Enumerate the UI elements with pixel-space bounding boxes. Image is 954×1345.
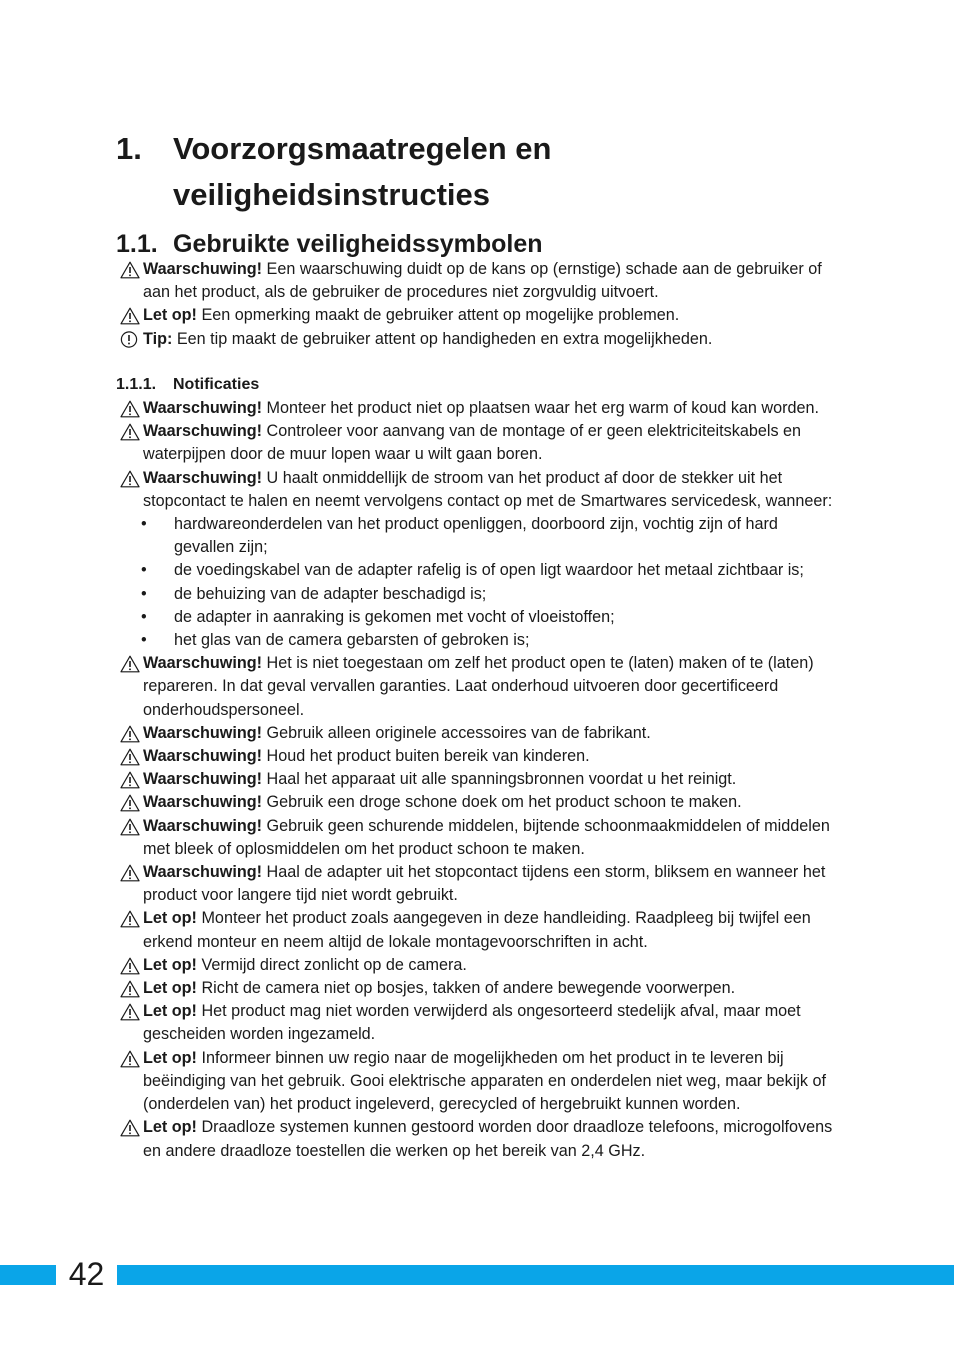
notice-label: Waarschuwing! bbox=[143, 793, 263, 812]
notice-item bbox=[120, 861, 840, 907]
notice-text: U haalt onmiddellijk de stroom van het product af door de stekker uit het stopcontact te halen en neemt vervolgens contact op met de Smartwares servicedesk, wanneer: bbox=[143, 468, 833, 510]
notice-item bbox=[120, 1116, 840, 1162]
subsection-number: 1.1.1. bbox=[116, 376, 157, 393]
warning-triangle-icon bbox=[120, 725, 140, 743]
warning-triangle-icon bbox=[120, 1003, 140, 1021]
warning-triangle-icon bbox=[120, 1119, 140, 1137]
notice-label: Waarschuwing! bbox=[143, 770, 263, 789]
symbol-warning bbox=[120, 258, 840, 304]
symbol-label: Tip: bbox=[143, 329, 173, 348]
notice-text: Haal de adapter uit het stopcontact tijdens een storm, bliksem en wanneer het product voor langere tijd niet wordt gebruikt. bbox=[143, 863, 826, 905]
notice-text: Gebruik een droge schone doek om het product schoon te maken. bbox=[266, 793, 742, 812]
notice-item bbox=[120, 768, 840, 791]
notice-label: Waarschuwing! bbox=[143, 863, 263, 882]
list-item bbox=[120, 559, 840, 582]
warning-triangle-icon bbox=[120, 470, 140, 488]
notices-list bbox=[120, 397, 840, 1163]
bullet-dot: • bbox=[141, 631, 147, 650]
notice-item bbox=[120, 1047, 840, 1117]
notice-label: Waarschuwing! bbox=[143, 723, 263, 742]
list-item bbox=[120, 629, 840, 652]
list-item-text: de voedingskabel van de adapter rafelig is of open ligt waardoor het metaal zichtbaar is; bbox=[174, 561, 804, 580]
notice-text: Houd het product buiten bereik van kinderen. bbox=[266, 747, 590, 766]
warning-triangle-icon bbox=[120, 980, 140, 998]
info-circle-icon bbox=[120, 331, 140, 349]
notice-text: Draadloze systemen kunnen gestoord worden door draadloze telefoons, microgolfovens en andere draadloze toestellen die werken op het bereik van 2,4 GHz. bbox=[143, 1118, 833, 1160]
notice-text: Monteer het product niet op plaatsen waar het erg warm of koud kan worden. bbox=[266, 399, 820, 417]
notice-label: Let op! bbox=[143, 955, 197, 974]
symbol-let-op bbox=[120, 304, 840, 327]
notice-label: Let op! bbox=[143, 1048, 197, 1067]
bullet-dot: • bbox=[141, 607, 147, 626]
notice-label: Let op! bbox=[143, 909, 197, 928]
warning-triangle-icon bbox=[120, 771, 140, 789]
warning-triangle-icon bbox=[120, 307, 140, 325]
notice-text: Gebruik alleen originele accessoires van de fabrikant. bbox=[266, 723, 651, 742]
symbols-list bbox=[120, 258, 840, 351]
notice-label: Waarschuwing! bbox=[143, 422, 263, 441]
notice-text: Vermijd direct zonlicht op de camera. bbox=[201, 955, 467, 974]
notice-item bbox=[120, 1000, 840, 1046]
warning-triangle-icon bbox=[120, 794, 140, 812]
warning-triangle-icon bbox=[120, 957, 140, 975]
notice-item bbox=[120, 815, 840, 861]
notice-text: Haal het apparaat uit alle spanningsbronnen voordat u het reinigt. bbox=[266, 770, 737, 789]
section-number: 1.1. bbox=[116, 230, 158, 258]
symbol-text: Een tip maakt de gebruiker attent op handigheden en extra mogelijkheden. bbox=[176, 329, 713, 348]
symbol-label: Waarschuwing! bbox=[143, 260, 263, 278]
chapter-title-line2: veiligheidsinstructies bbox=[173, 177, 490, 212]
notice-text: Richt de camera niet op bosjes, takken of andere bewegende voorwerpen. bbox=[201, 979, 736, 998]
list-item-text: hardwareonderdelen van het product openliggen, doorboord zijn, vochtig zijn of hard gevallen zijn; bbox=[174, 515, 778, 557]
warning-triangle-icon bbox=[120, 423, 140, 441]
subsection-heading bbox=[116, 374, 259, 396]
list-item-text: de adapter in aanraking is gekomen met vocht of vloeistoffen; bbox=[174, 607, 615, 626]
symbol-label: Let op! bbox=[143, 306, 197, 325]
chapter-title bbox=[173, 126, 773, 218]
chapter-title-line1: Voorzorgsmaatregelen en bbox=[173, 131, 552, 166]
notice-label: Waarschuwing! bbox=[143, 747, 263, 766]
subsection-title: Notificaties bbox=[173, 376, 260, 393]
notice-label: Waarschuwing! bbox=[143, 399, 263, 417]
symbol-tip bbox=[120, 328, 840, 351]
notice-label: Waarschuwing! bbox=[143, 468, 263, 487]
notice-label: Waarschuwing! bbox=[143, 816, 263, 835]
notice-label: Let op! bbox=[143, 979, 197, 998]
list-item-text: het glas van de camera gebarsten of gebroken is; bbox=[174, 631, 530, 650]
notice-item bbox=[120, 652, 840, 722]
notice-item bbox=[120, 745, 840, 768]
footer-bar-left bbox=[0, 1265, 56, 1285]
list-item bbox=[120, 513, 840, 559]
symbol-text: Een waarschuwing duidt op de kans op (ernstige) schade aan de gebruiker of aan het product, als de gebruiker de procedures niet zorgvuldig uitvoert. bbox=[143, 260, 822, 302]
notice-item bbox=[120, 467, 840, 513]
footer-bar-right bbox=[117, 1265, 954, 1285]
notice-label: Let op! bbox=[143, 1002, 197, 1021]
warning-triangle-icon bbox=[120, 748, 140, 766]
warning-triangle-icon bbox=[120, 818, 140, 836]
notice-item bbox=[120, 397, 840, 420]
notice-label: Waarschuwing! bbox=[143, 654, 263, 673]
chapter-number: 1. bbox=[116, 131, 142, 166]
warning-triangle-icon bbox=[120, 864, 140, 882]
section-title: Gebruikte veiligheidssymbolen bbox=[173, 230, 543, 258]
notice-item bbox=[120, 722, 840, 745]
notice-text: Gebruik geen schurende middelen, bijtende schoonmaakmiddelen of middelen met bleek of oplosmiddelen om het product schoon te maken. bbox=[143, 816, 830, 858]
list-item bbox=[120, 583, 840, 606]
warning-triangle-icon bbox=[120, 1050, 140, 1068]
symbol-text: Een opmerking maakt de gebruiker attent op mogelijke problemen. bbox=[201, 306, 680, 325]
notice-item bbox=[120, 977, 840, 1000]
bullet-dot: • bbox=[141, 561, 147, 580]
page-number: 42 bbox=[68, 1256, 105, 1292]
notice-text: Informeer binnen uw regio naar de mogelijkheden om het product in te leveren bij beëindiging van het gebruik. Gooi elektrische apparaten en onderdelen niet weg, maar bekijk of (onderdelen van) het product ingeleverd, gerecycled of hergebruikt kunnen worden. bbox=[143, 1048, 827, 1114]
list-item bbox=[120, 606, 840, 629]
section-heading bbox=[116, 227, 543, 261]
notice-item bbox=[120, 791, 840, 814]
notice-text: Het is niet toegestaan om zelf het product open te (laten) maken of te (laten) repareren. In dat geval vervallen garanties. Laat onderhoud uitvoeren door gecertificeerd onderhoudspersoneel. bbox=[143, 654, 814, 719]
warning-triangle-icon bbox=[120, 400, 140, 418]
warning-triangle-icon bbox=[120, 261, 140, 279]
notice-text: Controleer voor aanvang van de montage of er geen elektriciteitskabels en waterpijpen door de muur lopen waar u wilt gaan boren. bbox=[143, 422, 802, 464]
notice-text: Het product mag niet worden verwijderd als ongesorteerd stedelijk afval, maar moet gescheiden worden ingezameld. bbox=[143, 1002, 801, 1044]
notice-item bbox=[120, 420, 840, 466]
warning-triangle-icon bbox=[120, 910, 140, 928]
notice-item bbox=[120, 954, 840, 977]
notice-text: Monteer het product zoals aangegeven in deze handleiding. Raadpleeg bij twijfel een erkend monteur en neem altijd de lokale montagevoorschriften in acht. bbox=[143, 909, 811, 951]
bullet-dot: • bbox=[141, 515, 147, 534]
list-item-text: de behuizing van de adapter beschadigd is; bbox=[174, 584, 487, 603]
notice-label: Let op! bbox=[143, 1118, 197, 1137]
notice-item bbox=[120, 907, 840, 953]
bullet-dot: • bbox=[141, 584, 147, 603]
warning-triangle-icon bbox=[120, 655, 140, 673]
